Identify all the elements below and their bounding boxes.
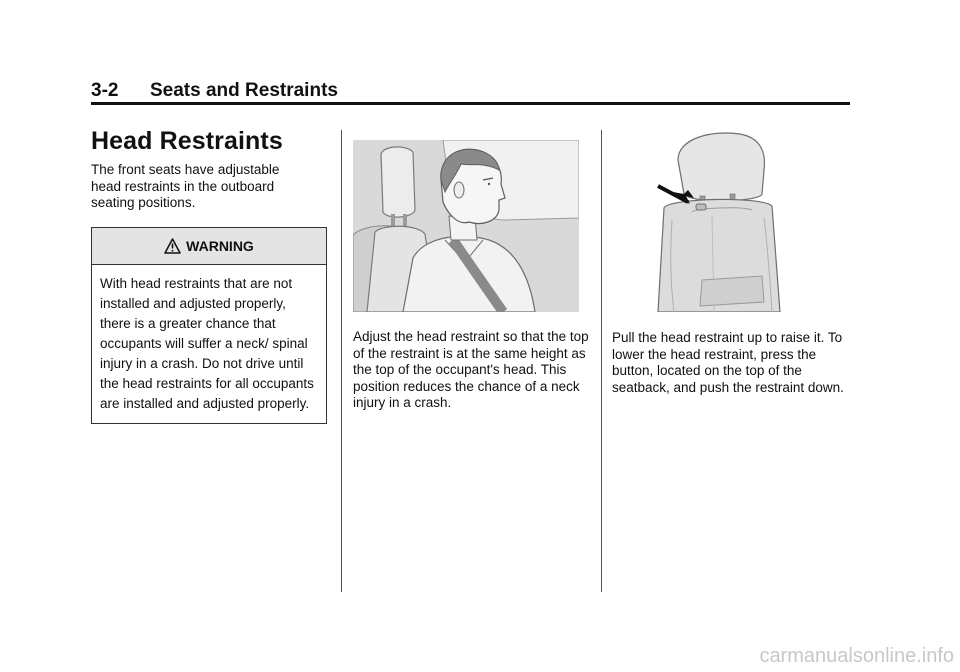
warning-box: [91, 227, 327, 424]
warning-label: WARNING: [186, 237, 254, 254]
page-heading: Head Restraints: [91, 127, 283, 155]
adjust-caption: Adjust the head restraint so that the top of the restraint is at the same height as the top of the occupant's head. This position reduces the chance of a neck injury in a crash.: [353, 329, 589, 410]
section-title: Seats and Restraints: [150, 80, 338, 101]
column-divider-left: [341, 130, 342, 592]
header-rule: [91, 102, 850, 105]
column-divider-right: [601, 130, 602, 592]
section-number: 3-2: [91, 80, 119, 101]
head-restraint-button-illustration: [612, 130, 852, 312]
column-head-restraints: [91, 126, 331, 424]
intro-paragraph: The front seats have adjustable head restraints in the outboard seating positions.: [91, 162, 280, 210]
column-adjust: [353, 140, 593, 412]
warning-triangle-icon: [164, 238, 181, 254]
column-raise-lower: [612, 130, 852, 396]
warning-text: With head restraints that are not installed and adjusted properly, there is a greater chance that occupants will suffer a neck/ spinal injury in a crash. Do not drive until the head restraints for all occupants are installed and adjusted properly.: [100, 275, 314, 411]
warning-header: [92, 228, 326, 265]
occupant-head-restraint-illustration: [353, 140, 579, 312]
raise-lower-caption: Pull the head restraint up to raise it. To lower the head restraint, press the button, located on the top of the seatback, and push the restraint down.: [612, 330, 844, 395]
watermark: carmanualsonline.info: [759, 645, 954, 667]
